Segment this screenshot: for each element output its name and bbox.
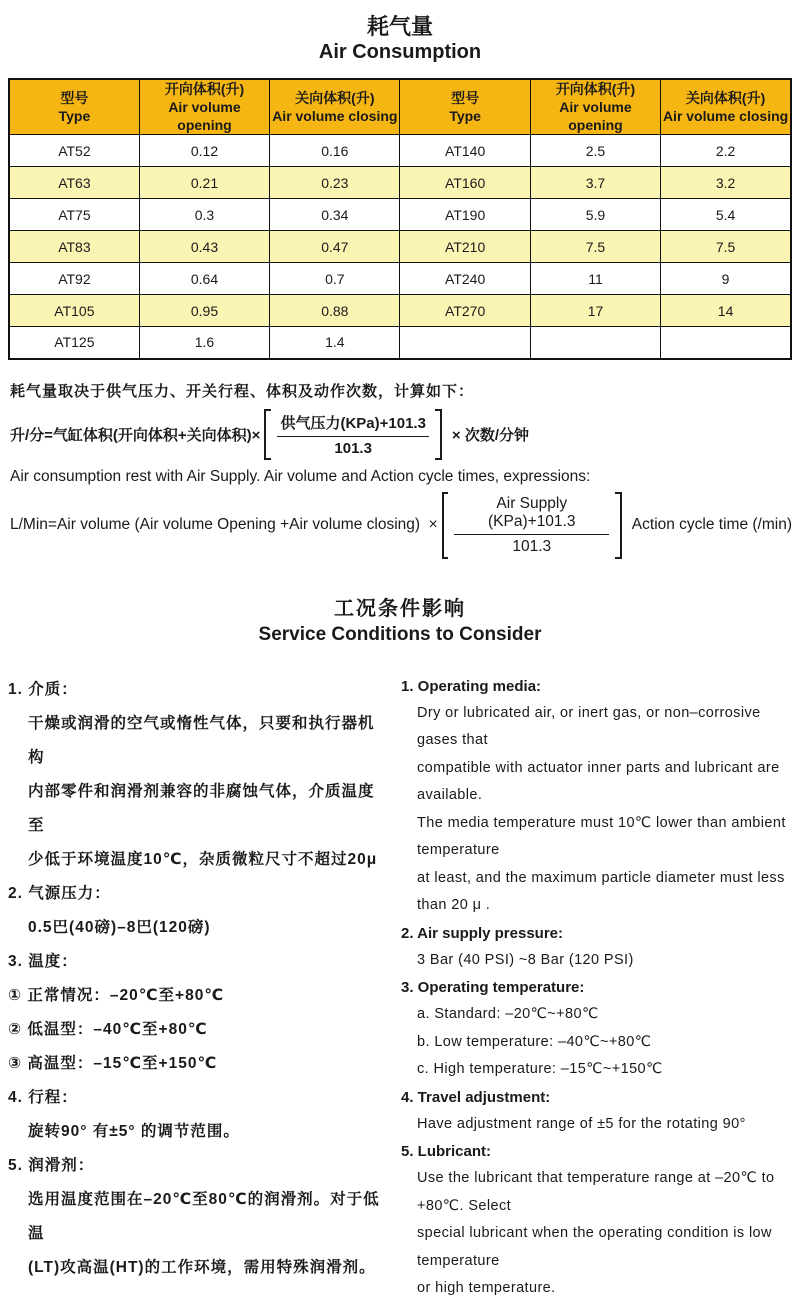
condition-item (8, 1081, 387, 1149)
table-cell: 0.12 (139, 135, 269, 167)
table-cell: 3.7 (530, 167, 660, 199)
table-cell (661, 327, 791, 359)
item-heading: 2. 气源压力： (8, 884, 111, 902)
table-header-cell (661, 79, 791, 135)
table-row (9, 135, 791, 167)
table-cell: 11 (530, 263, 660, 295)
service-conditions-columns (8, 673, 792, 1303)
table-cell: 7.5 (661, 231, 791, 263)
header-zh: 开向体积(升) (164, 81, 245, 97)
section-title-en: Service Conditions to Consider (258, 623, 542, 645)
item-heading: 5. 润滑剂： (8, 1156, 95, 1174)
page-title-zh: 耗气量 (366, 14, 433, 39)
table-cell: AT240 (400, 263, 530, 295)
condition-item (401, 974, 792, 1084)
air-consumption-table (8, 78, 792, 360)
table-cell: AT270 (400, 295, 530, 327)
table-cell: AT210 (400, 231, 530, 263)
table-header-row (9, 79, 791, 135)
item-heading: 1. Operating media: (401, 677, 542, 695)
table-cell: 1.6 (139, 327, 269, 359)
item-heading: 1. 介质： (8, 680, 78, 698)
item-line: 3 Bar (40 PSI) ~8 Bar (120 PSI) (417, 951, 634, 968)
header-zh: 开向体积(升) (555, 81, 636, 97)
right-bracket (435, 409, 442, 460)
item-heading: 2. Air supply pressure: (401, 924, 563, 942)
table-row (9, 327, 791, 359)
table-header-cell (139, 79, 269, 135)
table-cell: 2.2 (661, 135, 791, 167)
table-cell: 7.5 (530, 231, 660, 263)
table-cell: 9 (661, 263, 791, 295)
section-title-zh: 工况条件影响 (334, 597, 466, 620)
condition-item (8, 945, 387, 1081)
formula-zh (10, 409, 792, 460)
table-cell: AT105 (9, 295, 139, 327)
condition-item (401, 920, 792, 975)
table-row (9, 167, 791, 199)
item-line: ① 正常情况：–20℃至+80℃ (8, 986, 225, 1004)
table-row (9, 231, 791, 263)
formula-zh-suffix: × 次数/分钟 (451, 426, 530, 444)
formula-en-prefix: L/Min=Air volume (Air volume Opening +Air volume closing) × (10, 516, 438, 533)
header-en: Type (58, 108, 91, 124)
table-cell: 0.16 (270, 135, 400, 167)
header-en: Air volume opening (559, 99, 632, 133)
item-line: 旋转90° 有±5° 的调节范围。 (28, 1122, 240, 1140)
condition-item (401, 1084, 792, 1139)
table-cell: 1.4 (270, 327, 400, 359)
header-zh: 型号 (60, 90, 89, 106)
formula-en (10, 492, 792, 559)
header-en: Air volume closing (662, 108, 789, 124)
item-line: 内部零件和润滑剂兼容的非腐蚀气体，介质温度至 (28, 782, 375, 834)
table-cell: AT63 (9, 167, 139, 199)
condition-item (8, 1149, 387, 1285)
table-cell: AT160 (400, 167, 530, 199)
fraction (448, 492, 615, 559)
item-heading: 4. 行程： (8, 1088, 78, 1106)
condition-item (401, 1138, 792, 1303)
condition-item (8, 877, 387, 945)
item-line: b. Low temperature: –40℃~+80℃ (417, 1033, 652, 1050)
fraction-numerator: Air Supply (KPa)+101.3 (454, 495, 609, 535)
table-cell: 0.95 (139, 295, 269, 327)
table-cell: 0.7 (270, 263, 400, 295)
fraction-numerator: 供气压力(KPa)+101.3 (277, 412, 428, 437)
formula-en-suffix: Action cycle time (/min) (631, 516, 792, 533)
air-consumption-title-block (8, 14, 792, 65)
table-header-cell (9, 79, 139, 135)
item-line: Dry or lubricated air, or inert gas, or non–corrosive gases that (417, 704, 761, 748)
left-bracket (264, 409, 271, 460)
table-row (9, 295, 791, 327)
formula-zh-prefix: 升/分=气缸体积(开向体积+关向体积)× (10, 426, 261, 444)
item-line: at least, and the maximum particle diameter must less than 20 μ . (417, 869, 785, 913)
item-heading: 3. 温度： (8, 952, 78, 970)
table-cell: 0.21 (139, 167, 269, 199)
table-row (9, 199, 791, 231)
table-cell: 0.47 (270, 231, 400, 263)
service-conditions-chinese-column (8, 673, 393, 1303)
table-cell: AT83 (9, 231, 139, 263)
item-line: a. Standard: –20℃~+80℃ (417, 1006, 599, 1022)
header-zh: 型号 (451, 90, 480, 106)
service-conditions-english-column (393, 673, 792, 1303)
header-en: Air volume closing (272, 108, 398, 124)
table-cell: 0.43 (139, 231, 269, 263)
item-line: (LT)攻高温(HT)的工作环境，需用特殊润滑剂。 (28, 1258, 376, 1276)
table-cell: 0.34 (270, 199, 400, 231)
condition-item (401, 673, 792, 920)
header-en: Air volume opening (168, 99, 241, 133)
table-cell: 5.9 (530, 199, 660, 231)
fraction-bracket-group (442, 492, 622, 559)
item-heading: 5. Lubricant: (401, 1143, 492, 1160)
table-cell: AT92 (9, 263, 139, 295)
table-cell: 14 (661, 295, 791, 327)
table-cell: 2.5 (530, 135, 660, 167)
item-line: Have adjustment range of ±5 for the rotating 90° (417, 1115, 746, 1132)
table-cell: AT190 (400, 199, 530, 231)
item-line: ② 低温型：–40℃至+80℃ (8, 1020, 208, 1038)
header-zh: 关向体积(升) (295, 90, 375, 106)
fraction-bracket-group (264, 409, 441, 460)
table-cell: 0.88 (270, 295, 400, 327)
item-line: 少低于环境温度10℃，杂质微粒尺寸不超过20μ (28, 850, 378, 868)
item-line: The media temperature must 10℃ lower than ambient temperature (417, 814, 786, 858)
fraction-denominator: 101.3 (334, 439, 372, 457)
header-en: Type (449, 108, 481, 124)
item-line: compatible with actuator inner parts and lubricant are available. (417, 759, 780, 803)
table-cell (530, 327, 660, 359)
left-bracket (442, 492, 449, 559)
item-line: 0.5巴(40磅)–8巴(120磅) (28, 918, 211, 936)
table-cell: AT75 (9, 199, 139, 231)
table-cell: 0.23 (270, 167, 400, 199)
table-header-cell (530, 79, 660, 135)
table-cell: 17 (530, 295, 660, 327)
right-bracket (615, 492, 622, 559)
formula-intro-en: Air consumption rest with Air Supply. Air volume and Action cycle times, expressions: (10, 467, 591, 485)
table-header-cell (400, 79, 530, 135)
item-line: 干燥或润滑的空气或惰性气体，只要和执行器机构 (28, 714, 375, 766)
item-line: special lubricant when the operating condition is low temperature (417, 1225, 772, 1269)
table-cell: 0.3 (139, 199, 269, 231)
item-line: c. High temperature: –15℃~+150℃ (417, 1061, 663, 1077)
item-line: 选用温度范围在–20℃至80℃的润滑剂。对于低温 (28, 1190, 380, 1242)
item-line: ③ 高温型：–15℃至+150℃ (8, 1054, 218, 1072)
service-conditions-title-block (8, 597, 792, 647)
table-cell: AT52 (9, 135, 139, 167)
item-line: or high temperature. (417, 1280, 556, 1296)
table-cell: 0.64 (139, 263, 269, 295)
table-cell (400, 327, 530, 359)
table-cell: 5.4 (661, 199, 791, 231)
fraction (271, 409, 434, 460)
condition-item (8, 673, 387, 877)
table-cell: AT140 (400, 135, 530, 167)
fraction-denominator: 101.3 (512, 537, 552, 555)
formula-notes (8, 380, 792, 559)
page-title-en: Air Consumption (318, 41, 482, 63)
table-row (9, 263, 791, 295)
table-cell: 3.2 (661, 167, 791, 199)
header-zh: 关向体积(升) (685, 90, 766, 106)
item-heading: 4. Travel adjustment: (401, 1088, 551, 1106)
item-line: Use the lubricant that temperature range at –20℃ to +80℃. Select (417, 1170, 775, 1214)
table-header-cell (270, 79, 400, 135)
formula-intro-zh: 耗气量取决于供气压力、开关行程、体积及动作次数，计算如下： (10, 382, 475, 400)
table-cell: AT125 (9, 327, 139, 359)
item-heading: 3. Operating temperature: (401, 979, 585, 996)
